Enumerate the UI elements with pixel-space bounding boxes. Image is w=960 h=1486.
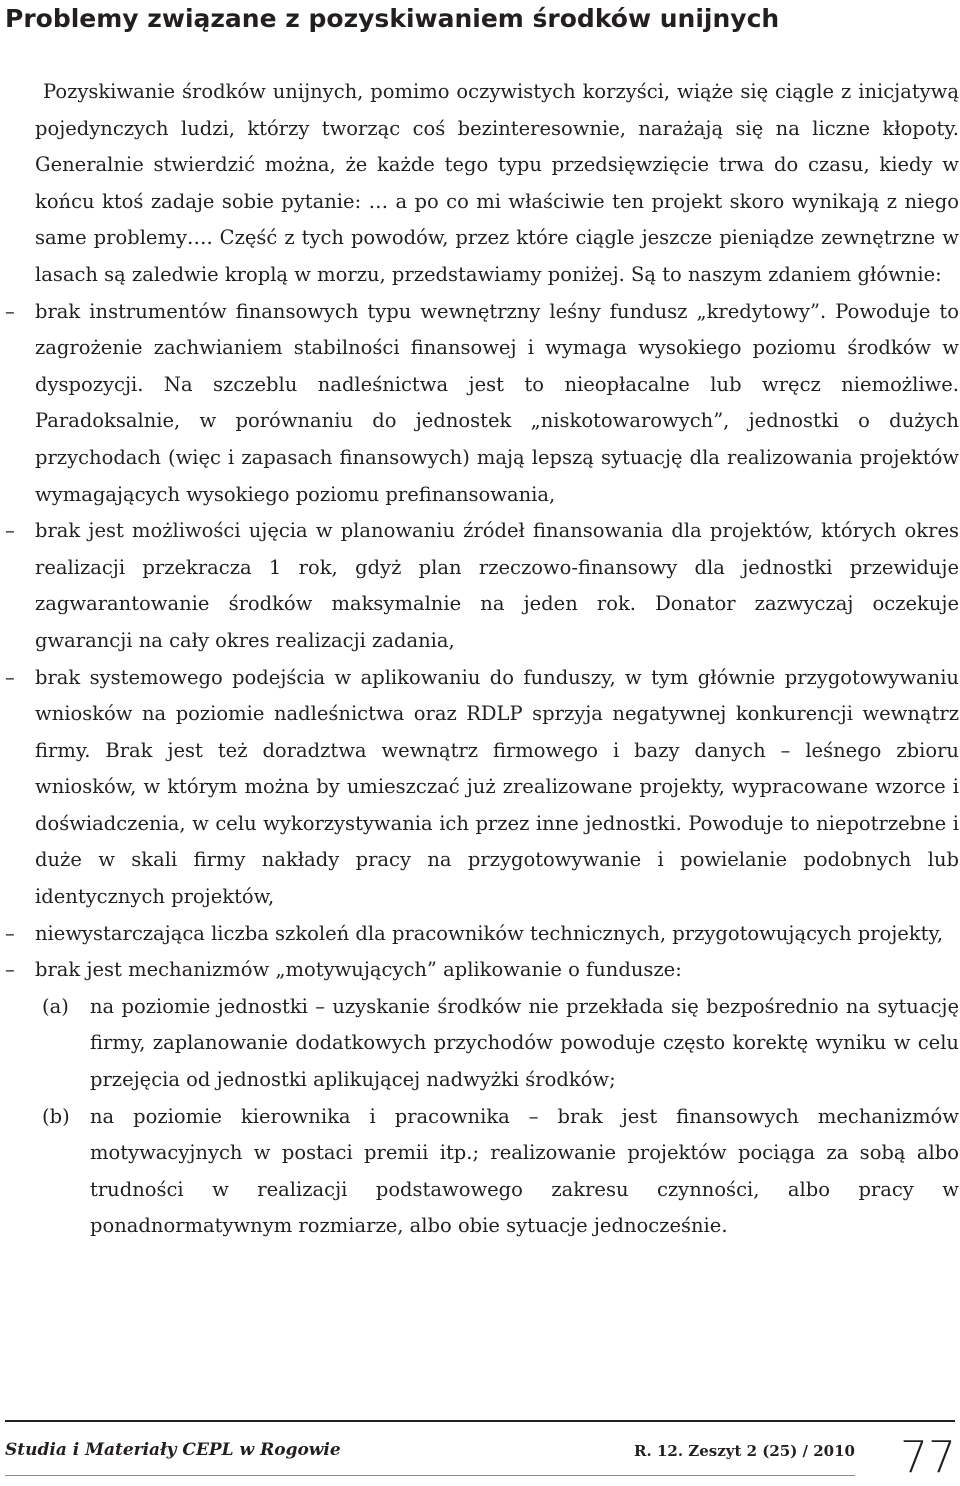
list-item-text: brak instrumentów finansowych typu wewnętrzny leśny fundusz „kredytowy”. Powoduje to zagrożenie zachwianiem stabilności finansowej i wymaga wysokiego poziomu środków w dyspozycji. Na szczeblu nadleśnictwa jest to nieopłacalne lub wręcz niemożliwe. Paradoksalnie, w porównaniu do jednostek „niskotowarowych”, jednostki o dużych przychodach (więc i zapasach finansowych) mają lepszą sytuację dla realizowania projektów wymagających wysokiego poziomu prefinansowania, bbox=[35, 299, 959, 506]
list-dash: – bbox=[5, 665, 15, 689]
list-dash: – bbox=[5, 299, 15, 323]
sub-item-text: na poziomie jednostki – uzyskanie środków nie przekłada się bezpośrednio na sytuację firmy, zaplanowanie dodatkowych przychodów powoduje często korektę wyniku w celu przejęcia od jednostki aplikującej nadwyżki środków; bbox=[90, 994, 959, 1092]
list-dash: – bbox=[5, 519, 15, 543]
sub-item-label: (a) bbox=[42, 994, 69, 1018]
footer-underline bbox=[5, 1475, 855, 1476]
list-item bbox=[5, 660, 959, 916]
issue-info: R. 12. Zeszyt 2 (25) / 2010 bbox=[634, 1442, 855, 1460]
sub-list-item bbox=[42, 1099, 959, 1245]
list-item-text: niewystarczająca liczba szkoleń dla pracowników technicznych, przygotowujących projekty, bbox=[35, 921, 944, 945]
list-item-text: brak jest możliwości ujęcia w planowaniu źródeł finansowania dla projektów, których okres realizacji przekracza 1 rok, gdyż plan rzeczowo-finansowy dla jednostki przewiduje zagwarantowanie środków maksymalnie na jeden rok. Donator zazwyczaj oczekuje gwarancji na cały okres realizacji zadania, bbox=[35, 519, 959, 652]
list-item bbox=[5, 513, 959, 659]
list-item bbox=[5, 294, 959, 514]
list-item-text: brak jest mechanizmów „motywujących” aplikowanie o fundusze: bbox=[35, 958, 682, 982]
body-text bbox=[5, 74, 959, 1245]
footer-divider bbox=[5, 1420, 955, 1422]
list-dash: – bbox=[5, 958, 15, 982]
sub-list bbox=[35, 989, 959, 1245]
list-item bbox=[5, 916, 959, 953]
sub-list-item bbox=[42, 989, 959, 1099]
journal-title: Studia i Materiały CEPL w Rogowie bbox=[5, 1440, 341, 1460]
list-dash: – bbox=[5, 921, 15, 945]
section-heading: Problemy związane z pozyskiwaniem środków unijnych bbox=[5, 4, 780, 33]
problem-list bbox=[5, 294, 959, 1245]
sub-item-label: (b) bbox=[42, 1104, 70, 1128]
sub-item-text: na poziomie kierownika i pracownika – brak jest finansowych mechanizmów motywacyjnych w postaci premii itp.; realizowanie projektów pociąga za sobą albo trudności w realizacji podstawowego zakresu czynności, albo pracy w ponadnormatywnym rozmiarze, albo obie sytuacje jednocześnie. bbox=[90, 1104, 959, 1238]
list-item bbox=[5, 952, 959, 1245]
page-number: 77 bbox=[900, 1432, 956, 1483]
intro-paragraph: Pozyskiwanie środków unijnych, pomimo oczywistych korzyści, wiąże się ciągle z inicjatywą pojedynczych ludzi, którzy tworząc coś bezinteresownie, narażają się na liczne kłopoty. Generalnie stwierdzić można, że każde tego typu przedsięwzięcie trwa do czasu, kiedy w końcu ktoś zadaje sobie pytanie: … a po co mi właściwie ten projekt skoro wynikają z niego same problemy…. Część z tych powodów, przez które ciągle jeszcze pieniądze zewnętrzne w lasach są zaledwie kroplą w morzu, przedstawiamy poniżej. Są to naszym zdaniem głównie: bbox=[35, 80, 959, 286]
list-item-text: brak systemowego podejścia w aplikowaniu do funduszy, w tym głównie przygotowywaniu wniosków na poziomie nadleśnictwa oraz RDLP sprzyja negatywnej konkurencji wewnątrz firmy. Brak jest też doradztwa wewnątrz firmowego i bazy danych – leśnego zbioru wniosków, w którym można by umieszczać już zrealizowane projekty, wypracowane wzorce i doświadczenia, w celu wykorzystywania ich przez inne jednostki. Powoduje to niepotrzebne i duże w skali firmy nakłady pracy na przygotowywanie i powielanie podobnych lub identycznych projektów, bbox=[35, 665, 959, 909]
